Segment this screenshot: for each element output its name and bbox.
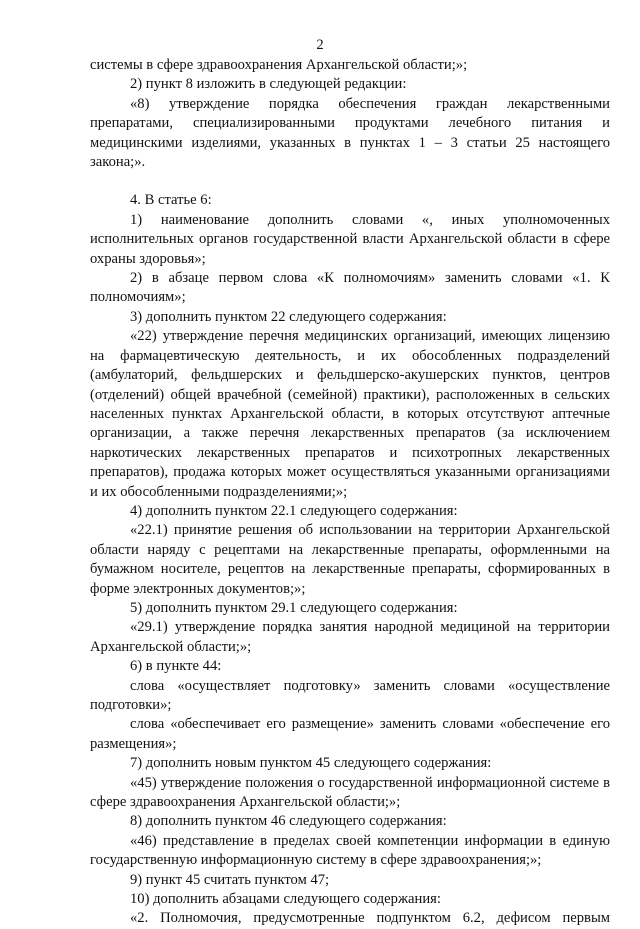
paragraph: 6) в пункте 44: <box>130 658 222 675</box>
paragraph: «22.1) принятие решения об использовании на территории Архангельской области наряду с рецептами на лекарственные препараты, оформленными на бумажном носителе, рецептов на лекарственные препараты, сформированных в форме электронных документов;»; <box>90 522 610 597</box>
paragraph: «2. Полномочия, предусмотренные подпунктом 6.2, дефисом первым <box>130 910 610 927</box>
page-number: 2 <box>316 37 324 53</box>
paragraph: слова «осуществляет подготовку» заменить словами «осуществление подготовки»; <box>90 677 610 713</box>
paragraph: 8) дополнить пунктом 46 следующего содержания: <box>130 813 447 830</box>
paragraph: 4) дополнить пунктом 22.1 следующего содержания: <box>130 502 458 519</box>
paragraph: 10) дополнить абзацами следующего содержания: <box>130 891 441 908</box>
paragraph: 1) наименование дополнить словами «, иных уполномоченных исполнительных органов государственной власти Архангельской области в сфере охраны здоровья»; <box>90 211 610 267</box>
paragraph: 5) дополнить пунктом 29.1 следующего содержания: <box>130 599 458 616</box>
paragraph: слова «обеспечивает его размещение» заменить словами «обеспечение его размещения»; <box>90 716 610 752</box>
paragraph: 2) пункт 8 изложить в следующей редакции: <box>130 76 407 93</box>
paragraph-gap <box>90 172 610 191</box>
paragraph: «29.1) утверждение порядка занятия народной медициной на территории Архангельской области;»; <box>90 619 610 655</box>
paragraph: 9) пункт 45 считать пунктом 47; <box>130 871 330 888</box>
paragraph: «8) утверждение порядка обеспечения граждан лекарственными препаратами, специализированными продуктами лечебного питания и медицинскими изделиями, указанных в пунктах 1 – 3 статьи 25 настоящего закона;». <box>90 95 610 171</box>
paragraph: «46) представление в пределах своей компетенции информации в единую государственную информационную систему в сфере здравоохранения;»; <box>90 832 610 869</box>
paragraph: 3) дополнить пунктом 22 следующего содержания: <box>130 308 447 325</box>
paragraph: «45) утверждение положения о государственной информационной системе в сфере здравоохранения Архангельской области;»; <box>90 774 610 811</box>
paragraph: системы в сфере здравоохранения Архангельской области;»; <box>90 57 468 73</box>
document-body <box>90 56 610 929</box>
paragraph: 2) в абзаце первом слова «К полномочиям» заменить словами «1. К полномочиям»; <box>90 270 610 306</box>
paragraph: 7) дополнить новым пунктом 45 следующего содержания: <box>130 755 492 772</box>
paragraph: 4. В статье 6: <box>130 192 212 209</box>
paragraph: «22) утверждение перечня медицинских организаций, имеющих лицензию на фармацевтическую деятельность, и их обособленных подразделений (амбулаторий, фельдшерских и фельдшерско-акушерских пунктов, центров (отделений) общей врачебной (семейной) практики), расположенных в сельских населенных пунктах Архангельской области, в которых отсутствуют аптечные организации, а также перечня лекарственных препаратов (за исключением наркотических лекарственных препаратов и психотропных лекарственных препаратов), продажа которых может осуществляться указанными организациями и их обособленными подразделениями;»; <box>90 328 610 500</box>
